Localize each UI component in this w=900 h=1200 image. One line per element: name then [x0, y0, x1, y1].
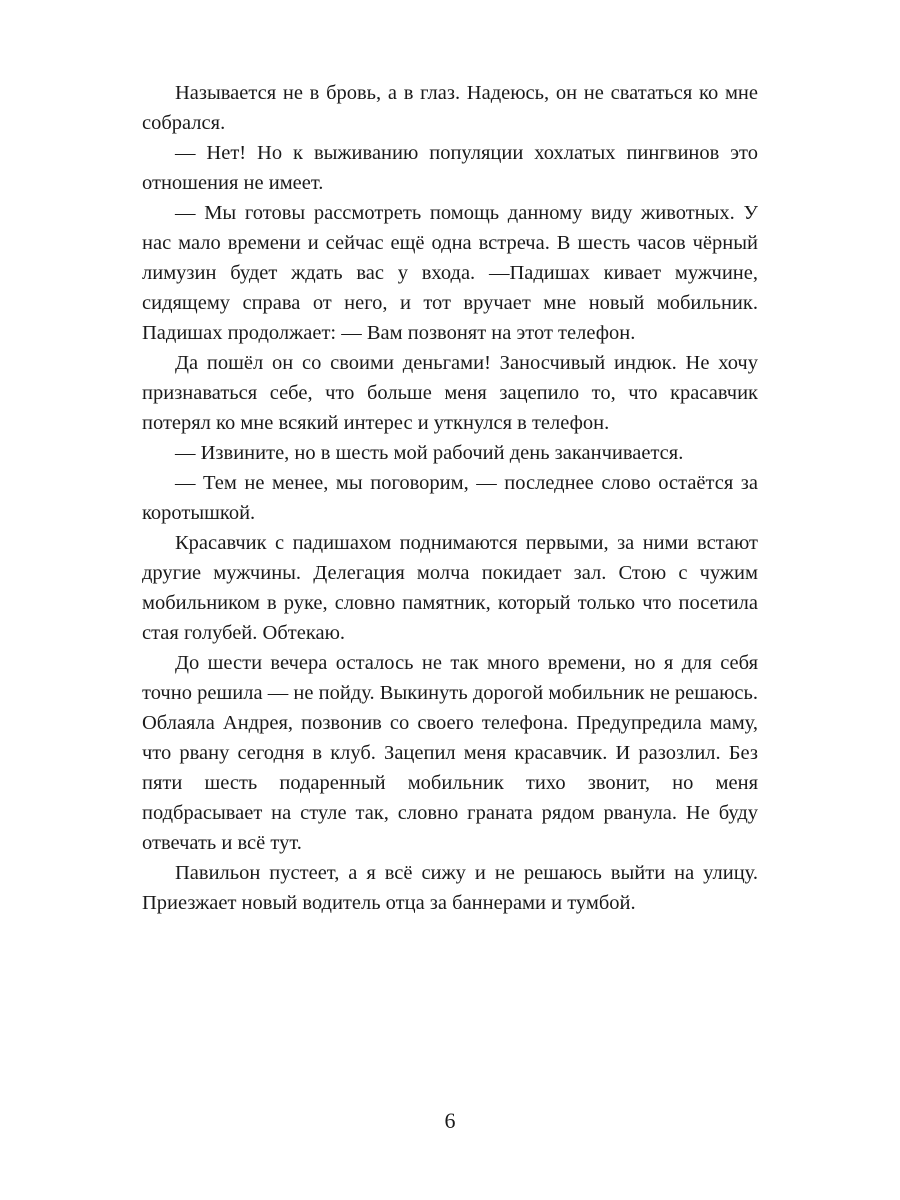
page-body [142, 78, 758, 918]
paragraph: — Тем не менее, мы поговорим, — последнее слово остаётся за коротышкой. [142, 472, 758, 524]
paragraph: Называется не в бровь, а в глаз. Надеюсь, он не свататься ко мне собрался. [142, 82, 758, 134]
paragraph: Павильон пустеет, а я всё сижу и не решаюсь выйти на улицу. Приезжает новый водитель отца за баннерами и тумбой. [142, 862, 758, 914]
page-number: 6 [444, 1108, 456, 1133]
paragraph: Красавчик с падишахом поднимаются первыми, за ними встают другие мужчины. Делегация молча покидает зал. Стою с чужим мобильником в руке, словно памятник, который только что посетила стая голубей. Обтекаю. [142, 532, 758, 644]
paragraph: Да пошёл он со своими деньгами! Заносчивый индюк. Не хочу признаваться себе, что больше меня зацепило то, что красавчик потерял ко мне всякий интерес и уткнулся в телефон. [142, 352, 758, 434]
paragraph: До шести вечера осталось не так много времени, но я для себя точно решила — не пойду. Выкинуть дорогой мобильник не решаюсь. Облаяла Андрея, позвонив со своего телефона. Предупредила маму, что рвану сегодня в клуб. Зацепил меня красавчик. И разозлил. Без пяти шесть подаренный мобильник тихо звонит, но меня подбрасывает на стуле так, словно граната рядом рванула. Не буду отвечать и всё тут. [142, 652, 758, 854]
paragraph: — Извините, но в шесть мой рабочий день заканчивается. [175, 442, 684, 464]
paragraph: — Нет! Но к выживанию популяции хохлатых пингвинов это отношения не имеет. [142, 142, 758, 194]
paragraph: — Мы готовы рассмотреть помощь данному виду животных. У нас мало времени и сейчас ещё одна встреча. В шесть часов чёрный лимузин будет ждать вас у входа. —Падишах кивает мужчине, сидящему справа от него, и тот вручает мне новый мобильник. Падишах продолжает: — Вам позвонят на этот телефон. [142, 202, 758, 344]
